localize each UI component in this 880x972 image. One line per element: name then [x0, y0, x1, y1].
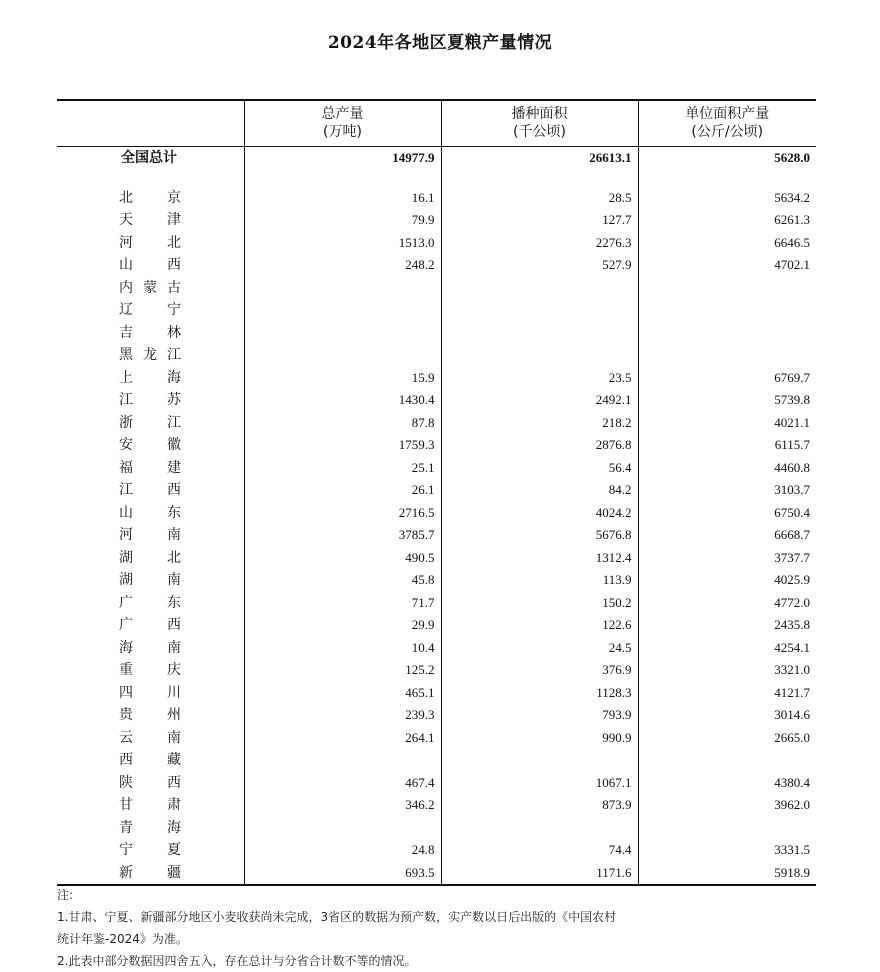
area-cell: 56.4	[441, 457, 638, 480]
area-cell: 990.9	[441, 727, 638, 750]
yield-cell: 6769.7	[638, 367, 816, 390]
area-cell: 5676.8	[441, 524, 638, 547]
area-cell: 113.9	[441, 569, 638, 592]
area-cell	[441, 749, 638, 772]
region-name: 上 海	[119, 369, 181, 386]
yield-cell: 6668.7	[638, 524, 816, 547]
region-name: 云 南	[119, 729, 181, 746]
output-cell: 45.8	[244, 569, 441, 592]
area-cell: 2876.8	[441, 434, 638, 457]
output-cell	[244, 299, 441, 322]
area-cell	[441, 322, 638, 345]
region-name: 河 北	[119, 234, 181, 251]
region-name: 吉 林	[119, 324, 181, 341]
yield-cell: 5739.8	[638, 389, 816, 412]
page-title: 2024年各地区夏粮产量情况	[327, 33, 553, 53]
header-output-label: 总产量	[321, 106, 364, 123]
table-row	[57, 704, 816, 727]
output-cell: 10.4	[244, 637, 441, 660]
region-name: 安 徽	[119, 437, 181, 453]
area-cell: 873.9	[441, 794, 638, 817]
region-name: 内 蒙 古	[119, 279, 181, 296]
region-name: 四 川	[119, 684, 181, 701]
region-name: 甘 肃	[119, 797, 181, 813]
yield-cell: 5918.9	[638, 862, 816, 886]
header-yield	[638, 100, 816, 146]
header-area-unit: (千公顷)	[513, 124, 566, 141]
yield-cell: 3331.5	[638, 839, 816, 862]
area-cell	[441, 817, 638, 840]
yield-cell: 3103.7	[638, 479, 816, 502]
table-row	[57, 839, 816, 862]
region-name: 广 西	[119, 617, 181, 633]
yield-cell: 5634.2	[638, 187, 816, 210]
table-row	[57, 862, 816, 886]
header-yield-unit: (公斤/公顷)	[691, 124, 764, 141]
table-row	[57, 299, 816, 322]
output-cell	[244, 277, 441, 300]
yield-cell	[638, 277, 816, 300]
yield-cell: 6646.5	[638, 232, 816, 255]
table-row	[57, 434, 816, 457]
output-cell: 264.1	[244, 727, 441, 750]
table-row	[57, 569, 816, 592]
yield-cell: 4702.1	[638, 254, 816, 277]
table-row	[57, 592, 816, 615]
yield-cell: 4025.9	[638, 569, 816, 592]
total-output: 14977.9	[244, 146, 441, 173]
table-row	[57, 614, 816, 637]
yield-cell: 3321.0	[638, 659, 816, 682]
output-cell: 3785.7	[244, 524, 441, 547]
output-cell: 79.9	[244, 209, 441, 232]
table-row	[57, 209, 816, 232]
output-cell: 29.9	[244, 614, 441, 637]
spacer-row	[57, 173, 816, 187]
table-row	[57, 187, 816, 210]
region-name: 江 苏	[119, 392, 181, 408]
output-cell: 125.2	[244, 659, 441, 682]
yield-cell: 4460.8	[638, 457, 816, 480]
area-cell: 1128.3	[441, 682, 638, 705]
summer-grain-table	[57, 99, 816, 886]
total-area: 26613.1	[441, 146, 638, 173]
total-yield: 5628.0	[638, 146, 816, 173]
output-cell: 25.1	[244, 457, 441, 480]
output-cell: 465.1	[244, 682, 441, 705]
output-cell: 693.5	[244, 862, 441, 886]
yield-cell	[638, 344, 816, 367]
yield-cell	[638, 817, 816, 840]
yield-cell: 3962.0	[638, 794, 816, 817]
yield-cell: 4380.4	[638, 772, 816, 795]
area-cell: 24.5	[441, 637, 638, 660]
yield-cell: 3737.7	[638, 547, 816, 570]
table-row	[57, 637, 816, 660]
area-cell: 793.9	[441, 704, 638, 727]
area-cell	[441, 344, 638, 367]
area-cell: 1312.4	[441, 547, 638, 570]
region-name: 黑 龙 江	[119, 347, 181, 363]
output-cell: 248.2	[244, 254, 441, 277]
area-cell: 527.9	[441, 254, 638, 277]
region-name: 湖 南	[119, 572, 181, 588]
yield-cell: 4254.1	[638, 637, 816, 660]
output-cell: 26.1	[244, 479, 441, 502]
area-cell: 1171.6	[441, 862, 638, 886]
area-cell: 2276.3	[441, 232, 638, 255]
output-cell: 15.9	[244, 367, 441, 390]
note-1-line-2: 统计年鉴-2024》为准。	[57, 932, 188, 946]
table-header-row	[57, 100, 816, 146]
region-name: 福 建	[119, 459, 181, 476]
area-cell	[441, 299, 638, 322]
region-name: 山 东	[119, 504, 181, 521]
yield-cell: 2665.0	[638, 727, 816, 750]
region-name: 山 西	[119, 257, 181, 273]
region-name: 广 东	[119, 594, 181, 611]
output-cell: 87.8	[244, 412, 441, 435]
note-2: 2.此表中部分数据因四舍五入，存在总计与分省合计数不等的情况。	[57, 954, 417, 968]
table-row	[57, 547, 816, 570]
header-region	[57, 100, 244, 146]
table-row	[57, 817, 816, 840]
region-name: 海 南	[119, 639, 181, 656]
yield-cell	[638, 322, 816, 345]
table-row	[57, 254, 816, 277]
output-cell: 2716.5	[244, 502, 441, 525]
region-name: 陕 西	[119, 774, 181, 791]
output-cell: 1513.0	[244, 232, 441, 255]
region-name: 天 津	[119, 212, 181, 228]
header-output	[244, 100, 441, 146]
header-output-unit: (万吨)	[323, 124, 362, 141]
area-cell: 1067.1	[441, 772, 638, 795]
region-name: 宁 夏	[119, 842, 181, 858]
region-name: 青 海	[119, 819, 181, 836]
table-row	[57, 412, 816, 435]
total-name: 全国总计	[121, 149, 177, 166]
area-cell: 122.6	[441, 614, 638, 637]
table-row	[57, 232, 816, 255]
output-cell: 16.1	[244, 187, 441, 210]
yield-cell: 2435.8	[638, 614, 816, 637]
notes-label: 注:	[57, 888, 74, 902]
area-cell: 127.7	[441, 209, 638, 232]
table-row	[57, 659, 816, 682]
table-row	[57, 524, 816, 547]
header-area	[441, 100, 638, 146]
region-name: 辽 宁	[119, 302, 181, 318]
area-cell: 376.9	[441, 659, 638, 682]
table-row	[57, 344, 816, 367]
output-cell	[244, 749, 441, 772]
area-cell: 74.4	[441, 839, 638, 862]
area-cell: 84.2	[441, 479, 638, 502]
table-row	[57, 682, 816, 705]
table-row	[57, 749, 816, 772]
total-row	[57, 146, 816, 173]
area-cell: 2492.1	[441, 389, 638, 412]
region-name: 河 南	[119, 527, 181, 543]
table-row	[57, 457, 816, 480]
area-cell: 4024.2	[441, 502, 638, 525]
table-row	[57, 794, 816, 817]
region-name: 湖 北	[119, 549, 181, 566]
table-row	[57, 502, 816, 525]
table-row	[57, 772, 816, 795]
table-row	[57, 322, 816, 345]
output-cell	[244, 322, 441, 345]
table-row	[57, 367, 816, 390]
yield-cell	[638, 299, 816, 322]
output-cell	[244, 817, 441, 840]
output-cell: 24.8	[244, 839, 441, 862]
yield-cell: 6750.4	[638, 502, 816, 525]
region-name: 贵 州	[119, 707, 181, 723]
area-cell	[441, 277, 638, 300]
yield-cell: 4021.1	[638, 412, 816, 435]
yield-cell: 4121.7	[638, 682, 816, 705]
region-name: 浙 江	[119, 414, 181, 431]
table-row	[57, 277, 816, 300]
output-cell: 71.7	[244, 592, 441, 615]
yield-cell: 6115.7	[638, 434, 816, 457]
area-cell: 28.5	[441, 187, 638, 210]
output-cell: 1759.3	[244, 434, 441, 457]
region-name: 重 庆	[119, 662, 181, 678]
area-cell: 150.2	[441, 592, 638, 615]
header-yield-label: 单位面积产量	[685, 106, 770, 123]
header-area-label: 播种面积	[511, 106, 568, 123]
yield-cell: 4772.0	[638, 592, 816, 615]
table-row	[57, 727, 816, 750]
region-name: 北 京	[119, 189, 181, 206]
output-cell: 346.2	[244, 794, 441, 817]
output-cell	[244, 344, 441, 367]
output-cell: 1430.4	[244, 389, 441, 412]
table-row	[57, 389, 816, 412]
output-cell: 490.5	[244, 547, 441, 570]
output-cell: 467.4	[244, 772, 441, 795]
output-cell: 239.3	[244, 704, 441, 727]
note-1-line-1: 1.甘肃、宁夏、新疆部分地区小麦收获尚未完成，3省区的数据为预产数，实产数以日后出版的《中国农村	[57, 910, 617, 924]
yield-cell	[638, 749, 816, 772]
table-row	[57, 479, 816, 502]
footnotes	[57, 884, 857, 972]
region-name: 江 西	[119, 482, 181, 498]
region-name: 西 藏	[119, 752, 181, 768]
yield-cell: 6261.3	[638, 209, 816, 232]
yield-cell: 3014.6	[638, 704, 816, 727]
region-name: 新 疆	[57, 862, 244, 886]
area-cell: 23.5	[441, 367, 638, 390]
area-cell: 218.2	[441, 412, 638, 435]
